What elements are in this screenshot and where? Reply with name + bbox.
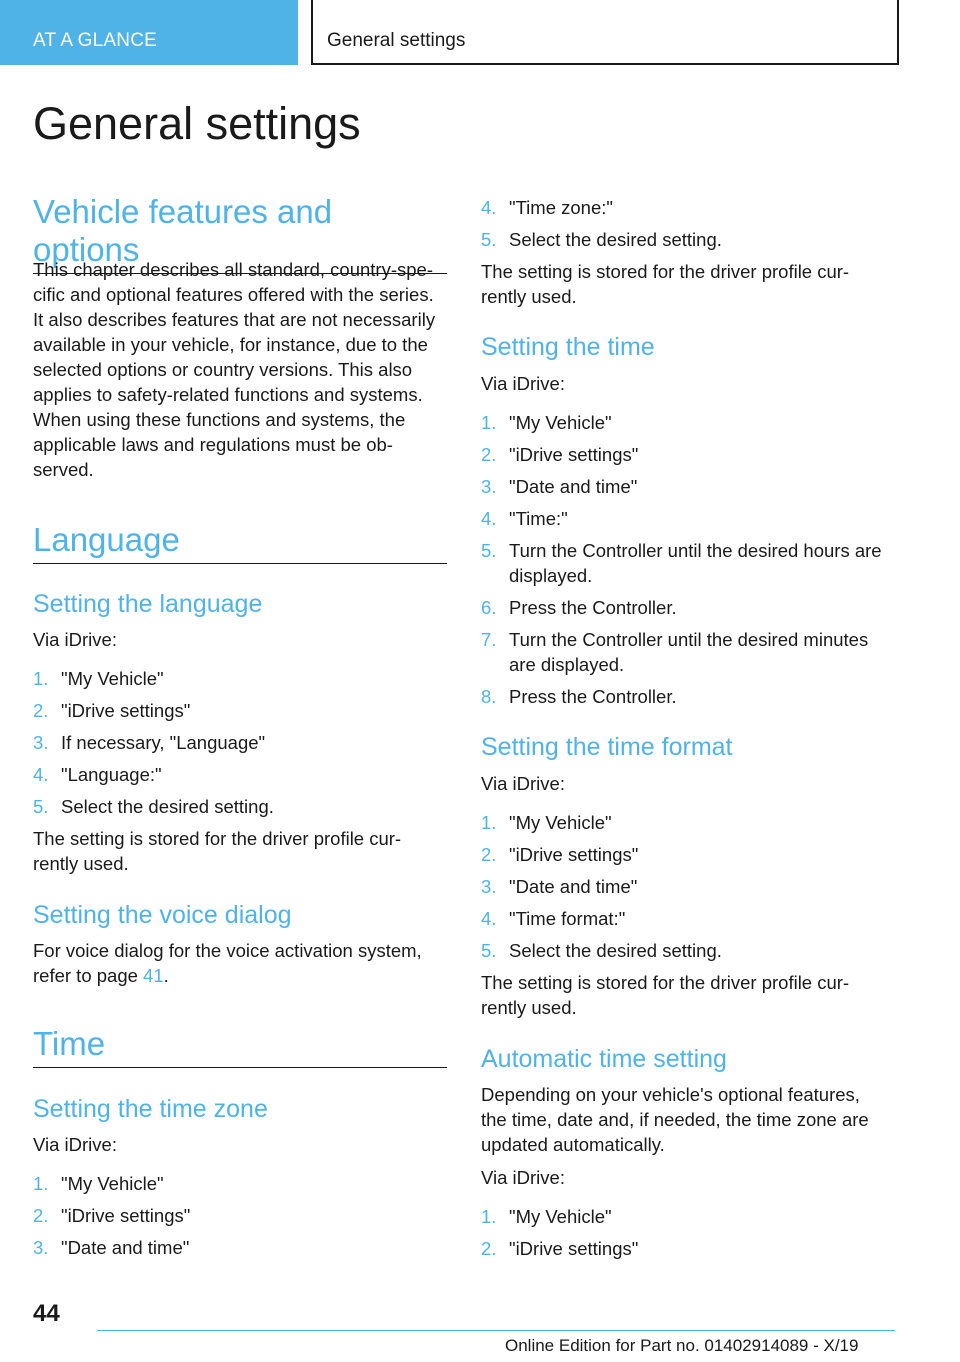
- via-idrive-label: Via iDrive:: [481, 1167, 565, 1188]
- list-item: 1. "My Vehicle": [481, 812, 612, 833]
- edition-note: Online Edition for Part no. 01402914089 - X/19: [505, 1336, 859, 1355]
- list-item: 4. "Time zone:": [481, 197, 613, 218]
- list-item: 8. Press the Controller.: [481, 686, 677, 707]
- list-item: 3. If necessary, "Language": [33, 732, 266, 753]
- list-item: 5. Select the desired setting.: [481, 940, 722, 961]
- list-item: 1. "My Vehicle": [33, 1173, 164, 1194]
- paragraph-line: the time, date and, if needed, the time zone are: [481, 1109, 869, 1130]
- list-item: 2. "iDrive settings": [481, 844, 639, 865]
- section-tab: [0, 0, 298, 65]
- list-item: 7. Turn the Controller until the desired minutes are displayed.: [481, 629, 869, 675]
- list-item: 4. "Time format:": [481, 908, 626, 929]
- list-item: 3. "Date and time": [481, 476, 638, 497]
- page-number: 44: [33, 1300, 60, 1327]
- paragraph-line: available in your vehicle, for instance, due to the: [33, 334, 428, 355]
- footer-divider: [97, 1330, 895, 1331]
- list-item: 5. Select the desired setting.: [481, 229, 722, 250]
- note-line: rently used.: [481, 997, 577, 1018]
- list-item: 3. "Date and time": [481, 876, 638, 897]
- section-label: AT A GLANCE: [33, 30, 157, 51]
- page-link[interactable]: 41: [143, 965, 164, 986]
- heading-time-format: Setting the time format: [481, 733, 733, 761]
- paragraph-line: It also describes features that are not necessarily: [33, 309, 436, 330]
- via-idrive-label: Via iDrive:: [33, 629, 117, 650]
- paragraph-line: served.: [33, 459, 94, 480]
- note-line: rently used.: [33, 853, 129, 874]
- paragraph-line: Depending on your vehicle's optional features,: [481, 1084, 860, 1105]
- list-item: 6. Press the Controller.: [481, 597, 677, 618]
- list-item: 2. "iDrive settings": [481, 444, 639, 465]
- heading-vehicle-features: Vehicle features and options: [33, 193, 447, 274]
- via-idrive-label: Via iDrive:: [481, 773, 565, 794]
- note-line: The setting is stored for the driver profile cur-: [481, 261, 850, 282]
- paragraph-line: When using these functions and systems, the: [33, 409, 406, 430]
- list-item: 4. "Language:": [33, 764, 162, 785]
- list-item: 1. "My Vehicle": [481, 1206, 612, 1227]
- list-item: 2. "iDrive settings": [33, 700, 191, 721]
- list-item: 1. "My Vehicle": [481, 412, 612, 433]
- heading-language: Language: [33, 521, 447, 564]
- voice-dialog-ref: refer to page 41.: [33, 965, 169, 986]
- heading-setting-time: Setting the time: [481, 333, 655, 361]
- chapter-label: General settings: [327, 30, 466, 51]
- heading-automatic-time: Automatic time setting: [481, 1045, 727, 1073]
- list-item: 2. "iDrive settings": [481, 1238, 639, 1259]
- list-item: 1. "My Vehicle": [33, 668, 164, 689]
- note-line: The setting is stored for the driver profile cur-: [33, 828, 402, 849]
- heading-setting-language: Setting the language: [33, 590, 263, 618]
- page-title: General settings: [33, 98, 361, 149]
- paragraph-line: selected options or country versions. This also: [33, 359, 413, 380]
- via-idrive-label: Via iDrive:: [33, 1134, 117, 1155]
- paragraph-line: cific and optional features offered with the series.: [33, 284, 434, 305]
- heading-time: Time: [33, 1025, 447, 1068]
- heading-time-zone: Setting the time zone: [33, 1095, 268, 1123]
- list-item: 3. "Date and time": [33, 1237, 190, 1258]
- paragraph-line: applies to safety-related functions and systems.: [33, 384, 423, 405]
- note-line: rently used.: [481, 286, 577, 307]
- list-item: 2. "iDrive settings": [33, 1205, 191, 1226]
- chapter-tab: [311, 0, 899, 65]
- list-item: 5. Turn the Controller until the desired hours are displayed.: [481, 540, 882, 586]
- list-item: 4. "Time:": [481, 508, 568, 529]
- paragraph-line: applicable laws and regulations must be ob-: [33, 434, 393, 455]
- note-line: The setting is stored for the driver profile cur-: [481, 972, 850, 993]
- paragraph-line: This chapter describes all standard, country-spe-: [33, 259, 433, 280]
- heading-voice-dialog: Setting the voice dialog: [33, 901, 292, 929]
- list-item: 5. Select the desired setting.: [33, 796, 274, 817]
- via-idrive-label: Via iDrive:: [481, 373, 565, 394]
- paragraph-line: updated automatically.: [481, 1134, 665, 1155]
- voice-dialog-text: For voice dialog for the voice activation system,: [33, 940, 422, 961]
